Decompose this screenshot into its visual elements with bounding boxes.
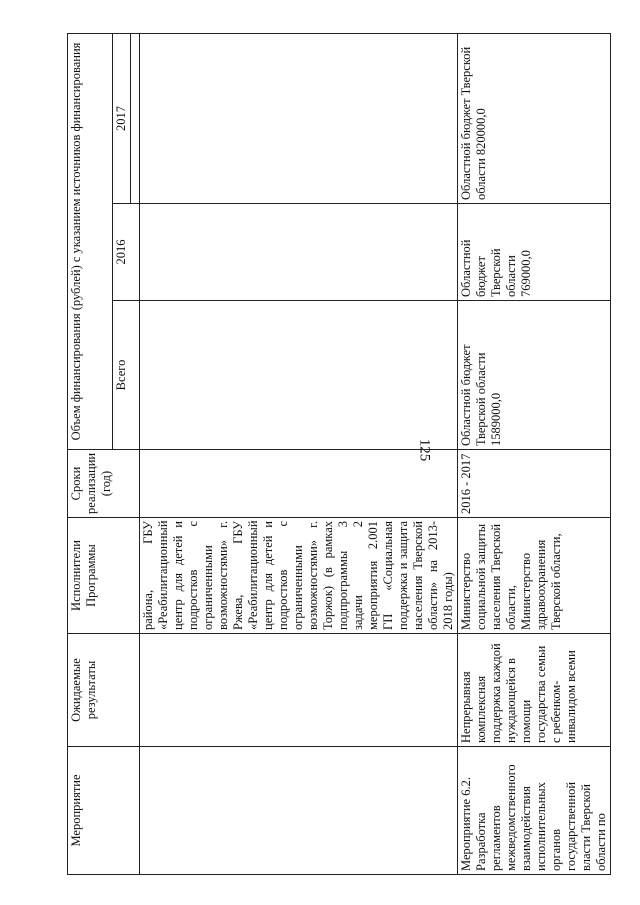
- header-executors: Исполнители Программы: [68, 518, 140, 634]
- header-2017-spacer: [131, 33, 140, 203]
- row2-total: Областной бюджет Тверской области 1589000,0: [458, 301, 611, 450]
- row2-expected: Непрерывная комплексная поддержка каждой нуждающейся в помощи государства семьи с ребенком-инвалидом всеми: [458, 634, 611, 747]
- row2-terms: 2016 - 2017: [458, 450, 611, 518]
- rotated-table-frame: [67, 34, 608, 875]
- row2-measure: Мероприятие 6.2. Разработка регламентов межведомственного взаимодействия исполнительных органов государственной власти Тверской области по: [458, 747, 611, 875]
- row2-2016: Областной бюджет Тверской области 769000,0: [458, 204, 611, 301]
- program-table: [67, 33, 611, 875]
- page-number: 125: [416, 438, 433, 462]
- header-measure: Мероприятие: [68, 747, 140, 875]
- header-2017: 2017: [113, 33, 131, 203]
- row1-terms: [140, 450, 458, 518]
- table-row: [458, 33, 611, 874]
- row1-2017: [140, 33, 458, 203]
- header-2016: 2016: [113, 204, 140, 301]
- header-total: Всего: [113, 301, 140, 450]
- header-terms: Сроки реализации (год): [68, 450, 140, 518]
- row1-measure: [140, 747, 458, 875]
- row1-executors: района, ГБУ «Реабилитационный центр для детей и подростков с ограниченными возможностями» г. Ржева, ГБУ «Реабилитационный центр для детей и подростков с ограниченными возможностями» г. Торжок) (в рамках подпрограммы 3 задачи 2 мероприятия 2.001 ГП «Социальная поддержка и защита населения Тверской области» на 2013-2018 годы): [140, 518, 458, 634]
- row1-total: [140, 301, 458, 450]
- row2-executors: Министерство социальной защиты населения Тверской области, Министерство здравоохранения Тверской области,: [458, 518, 611, 634]
- row1-expected: [140, 634, 458, 747]
- header-expected-results: Ожидаемые результаты: [68, 634, 140, 747]
- row2-2017: Областной бюджет Тверской области 820000,0: [458, 33, 611, 203]
- row1-2016: [140, 204, 458, 301]
- table-row: [140, 33, 458, 874]
- header-funding: Объем финансирования (рублей) с указанием источников финансирования: [68, 33, 113, 449]
- rotated-table-container: [67, 34, 608, 875]
- header-row-1: [68, 33, 113, 874]
